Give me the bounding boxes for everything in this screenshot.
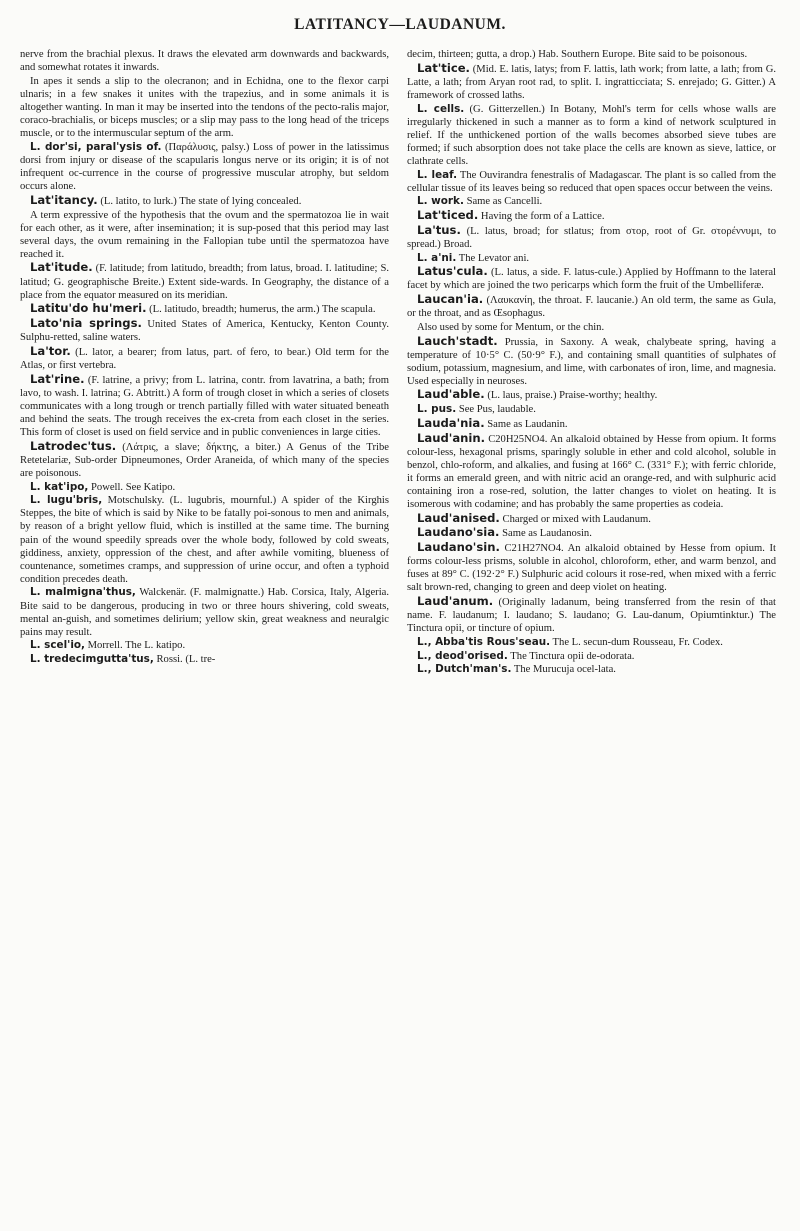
entry-headword: Latitu'do hu'meri. (30, 301, 147, 316)
entry-text: (Παράλυσις, palsy.) Loss of power in the latissimus dorsi from injury or disease of the scapularis longus nerve or its origin; it is of not infrequent oc-currence in the course of progressive muscular atrophy, but seldom occurs alone. (20, 141, 389, 193)
dictionary-entry (407, 417, 776, 431)
dictionary-entry (20, 494, 389, 586)
entry-headword: Laud'anum. (417, 594, 494, 609)
entry-headword: L., Dutch'man's. (417, 663, 512, 676)
dictionary-entry (20, 373, 389, 439)
entry-text: The L. secun-dum Rousseau, Fr. Codex. (552, 636, 723, 648)
entry-headword: L. lugu'bris, (30, 494, 103, 507)
dictionary-entry (407, 195, 776, 208)
right-column (407, 48, 776, 677)
entry-headword: Lat'tice. (417, 60, 470, 75)
entry-headword: Laudano'sin. (417, 540, 500, 555)
entry-text: (G. Gitterzellen.) In Botany, Mohl's term for cells whose walls are irregularly thickened in such a manner as to form a kind of network sculptured in relief. If the unthickened portion of the walls becomes absorbed sieve tubes are formed; if such absorption does not take place the cells are known as sieve, lattice, or clathrate cells. (407, 103, 777, 167)
entry-headword: L. scel'io, (30, 639, 85, 652)
entry-headword: L. work. (417, 195, 464, 208)
entry-text: United States of America, Kentucky, Kenton County. Sulphu-retted, saline waters. (20, 319, 390, 344)
entry-headword: Lat'rine. (30, 371, 85, 386)
paragraph (407, 321, 776, 334)
dictionary-entry (20, 141, 389, 193)
entry-headword: Laucan'ia. (417, 292, 484, 307)
entry-text: (F. latrine, a privy; from L. latrina, contr. from lavatrina, a bath; from lavo, to wash. I. latrina; G. Abtritt.) A form of trough closet in which a series of closets communicates with a long trough or trench partially filled with water situated beneath and behind the seats. The trough receives the ex-creta from each closet in the series. This form of closet is used on field service and in public conveniences in large cities. (20, 374, 389, 438)
entry-text: The Murucuja ocel-lata. (513, 664, 616, 676)
dictionary-entry (20, 586, 389, 638)
continued-text (407, 48, 776, 61)
entry-headword: L., Abba'tis Rous'seau. (417, 635, 551, 648)
continued-text (20, 48, 389, 74)
entry-text: Same as Laudanosin. (502, 528, 592, 540)
entry-headword: L. leaf. (417, 168, 458, 181)
entry-text: Having the form of a Lattice. (480, 211, 605, 223)
entry-headword: La'tor. (30, 343, 71, 358)
entry-headword: Laud'anised. (417, 510, 500, 525)
dictionary-entry (407, 650, 776, 663)
entry-text: (Originally ladanum, being transferred from the resin of that name. F. laudanum; I. laudano; S. laudano; G. Lau-danum, Opiumtinktur.) The Tinctura opii, or tincture of opium. (407, 597, 777, 635)
entry-headword: L., deod'orised. (417, 649, 508, 662)
dictionary-entry (407, 265, 776, 292)
entry-headword: Latus'cula. (417, 264, 488, 279)
entry-headword: La'tus. (417, 222, 461, 237)
paragraph (20, 209, 389, 261)
entry-text: Prussia, in Saxony. A weak, chalybeate spring, having a temperature of 10·5° C. (50·9° F.), and containing small quantities of sulphates of sodium, potassium, magnesium, and lime, with carbonates of iron, lime, and magnesia. Used especially in neuroses. (407, 336, 776, 387)
entry-text: C21H27NO4. An alkaloid obtained by Hesse from opium. It forms colour-less prisms, soluble in alcohol, chloroform, ether, and warm benzol, and fuses at 89° C. (192·2° F.) Sulphuric acid colours it rose-red, when mixed with a ferric salt brown-red, changing to green and deep violet on heating. (407, 543, 776, 594)
dictionary-entry (20, 261, 389, 301)
entry-headword: Lauda'nia. (417, 415, 485, 430)
entry-headword: Laud'anin. (417, 430, 486, 445)
dictionary-entry (20, 317, 389, 344)
dictionary-entry (20, 302, 389, 316)
entry-text: The Ouvirandra fenestralis of Madagascar. The plant is so called from the cellular tissue of its leaves being so reduced that open spaces occur between the veins. (407, 169, 776, 194)
entry-headword: L. tredecimgutta'tus, (30, 653, 154, 666)
dictionary-entry (407, 252, 776, 265)
dictionary-entry (407, 663, 776, 676)
running-head: LATITANCY—LAUDANUM. (294, 16, 506, 33)
entry-headword: Latrodec'tus. (30, 438, 117, 453)
dictionary-entry (407, 403, 776, 416)
entry-text: (Λαυκανίη, the throat. F. laucanie.) An old term, the same as Gula, or the throat, and as Œsophagus. (407, 295, 776, 320)
entry-text: Morrell. The L. katipo. (87, 640, 186, 652)
dictionary-entry (20, 481, 389, 494)
entry-text: Motschulsky. (L. lugubris, mournful.) A spider of the Kirghis Steppes, the bite of which is said by Nike to be fatally poi-sonous to men and animals, by reason of a bright yellow fluid, which is instilled at the same time. The burning pain of the wound speedily spreads over the whole body, followed by cold sweats, giddiness, anxiety, oppression of the chest, and after awhile vomiting, blueness of countenance, sometimes cramps, and suppression of urine occur, and often a typhoid condition precedes death. (20, 495, 389, 585)
dictionary-entry (407, 388, 776, 402)
paragraph (20, 75, 389, 140)
dictionary-entry (407, 636, 776, 649)
dictionary-entry (407, 62, 776, 102)
left-column (20, 48, 389, 667)
dictionary-entry (20, 194, 389, 208)
dictionary-entry (407, 595, 776, 635)
dictionary-entry (407, 432, 776, 512)
dictionary-entry (20, 639, 389, 652)
entry-headword: Laud'able. (417, 387, 485, 402)
entry-text: (Λάτρις, a slave; δήκτης, a biter.) A Genus of the Tribe Retetelariæ, Sub-order Dipneumones, Order Araneida, of which many of the species are poisonous. (20, 441, 389, 479)
entry-headword: Laudano'sia. (417, 525, 500, 540)
dictionary-entry (407, 169, 776, 195)
entry-headword: Lat'ticed. (417, 208, 479, 223)
entry-text: (L. laus, praise.) Praise-worthy; healthy. (487, 390, 658, 402)
entry-text: Walckenär. (F. malmignatte.) Hab. Corsica, Italy, Algeria. Bite said to be dangerous, producing in two or three hours shivering, cold sweats, mental an-guish, and sometimes delirium; yellow skin, great weakness and neuralgic pains may result. (20, 587, 389, 638)
dictionary-entry (407, 512, 776, 526)
dictionary-entry (20, 345, 389, 372)
entry-text: (L. latitudo, breadth; humerus, the arm.) The scapula. (149, 304, 376, 316)
entry-text: See Pus, laudable. (458, 404, 536, 416)
entry-text: Same as Cancelli. (466, 196, 543, 208)
entry-text: Same as Laudanin. (487, 418, 568, 430)
entry-headword: Lauch'stadt. (417, 333, 498, 348)
dictionary-entry (20, 653, 389, 666)
entry-headword: L. malmigna'thus, (30, 586, 136, 599)
entry-headword: Lato'nia springs. (30, 316, 142, 331)
entry-text: (L. latus, a side. F. latus-cule.) Applied by Hoffmann to the lateral facet by which are joined the two pericarps which form the fruit of the Umbelliferæ. (407, 267, 776, 292)
entry-text: Charged or mixed with Laudanum. (502, 513, 651, 525)
entry-text: nerve from the brachial plexus. It draws the elevated arm downwards and backwards, and somewhat rotates it inwards. (20, 49, 389, 74)
entry-text: decim, thirteen; gutta, a drop.) Hab. Southern Europe. Bite said to be poisonous. (407, 49, 748, 60)
entry-text: (F. latitude; from latitudo, breadth; from latus, broad. I. latitudine; S. latitud; G. geographische Breite.) Extent side-wards. In Geography, the distance of a place from the equator measured on its meridian. (20, 263, 389, 301)
entry-headword: Lat'itude. (30, 260, 93, 275)
entry-text: (L. latus, broad; for stlatus; from στορ, root of Gr. στορέννυμι, to spread.) Broad. (407, 225, 776, 250)
entry-text: The Levator ani. (458, 252, 530, 264)
dictionary-entry (20, 440, 389, 480)
entry-text: The Tinctura opii de-odorata. (510, 650, 635, 662)
entry-text: C20H25NO4. An alkaloid obtained by Hesse from opium. It forms colour-less, hexagonal prisms, sparingly soluble in ether and cold alcohol, soluble in benzol, chlo-roform, and alkalies, and fusing at 166° C. (331° F.); with ferric chloride, it forms an emerald green, and with nitric acid an orange-red, and with sulphuric acid containing iron a rose-red, solution, the latter changes to violet on heating. It is isomerous with codamine; and has probably the same properties as codeia. (407, 433, 776, 510)
dictionary-entry (407, 526, 776, 540)
entry-text: Powell. See Katipo. (91, 481, 176, 493)
dictionary-entry (407, 335, 776, 388)
dictionary-entry (407, 224, 776, 251)
entry-text: A term expressive of the hypothesis that the ovum and the spermatozoa lie in wait for each other, as it were, after insemination; it is sup-posed that this period may last several days, the ovum remaining in the Fallopian tube until the spermatozoa have reached it. (20, 209, 389, 260)
entry-text: In apes it sends a slip to the olecranon; and in Echidna, one to the flexor carpi ulnaris; in a few snakes it unites with the trapezius, and in some animals it is altogether wanting. In man it may be inserted into the tendons of the pecto-ralis major, coraco-brachialis, or biceps muscles; or a slip may pass to the long head of the triceps muscle, or to the intermuscular septum of the arm. (20, 75, 389, 140)
entry-text: (Mid. E. latis, latys; from F. lattis, lath work; from latte, a lath; from G. Latte, a lath; from Aryan root rad, to split. I. ingratticciata; S. enrejado; G. Gitter.) A framework of crossed laths. (407, 63, 776, 101)
dictionary-entry (407, 209, 776, 223)
entry-headword: L. cells. (417, 102, 465, 115)
dictionary-entry (407, 293, 776, 320)
entry-headword: L. dor'si, paral'ysis of. (30, 140, 162, 153)
entry-text: Also used by some for Mentum, or the chin. (417, 321, 605, 333)
entry-text: (L. lator, a bearer; from latus, part. of fero, to bear.) Old term for the Atlas, or first vertebra. (20, 346, 389, 371)
dictionary-entry (407, 103, 776, 168)
dictionary-entry (407, 541, 776, 594)
entry-text: Rossi. (L. tre- (156, 654, 216, 666)
entry-headword: Lat'itancy. (30, 192, 98, 207)
entry-headword: L. a'ni. (417, 251, 457, 264)
entry-text: (L. latito, to lurk.) The state of lying concealed. (100, 195, 302, 207)
entry-headword: L. kat'ipo, (30, 480, 89, 493)
entry-headword: L. pus. (417, 403, 457, 416)
